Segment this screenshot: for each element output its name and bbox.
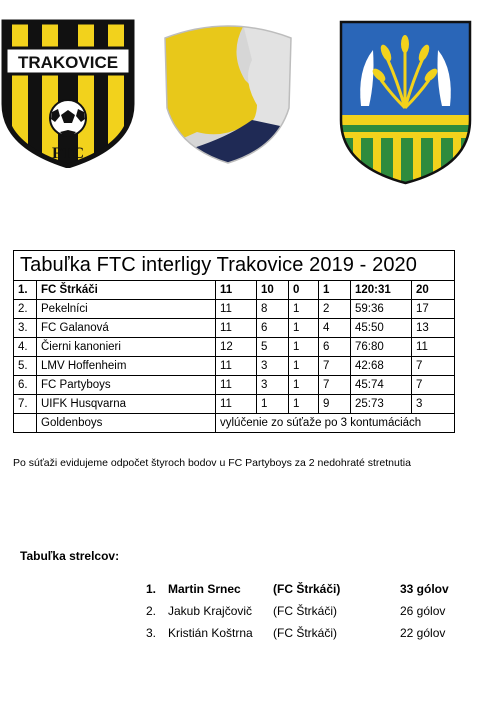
scorer-rank: 1. (146, 582, 157, 596)
league-cell-score: 59:36 (351, 300, 412, 319)
league-cell-wins: 6 (257, 319, 289, 338)
league-table (13, 250, 455, 433)
league-cell-points: 13 (412, 319, 455, 338)
league-cell-played: 11 (216, 395, 257, 414)
league-cell-played: 11 (216, 281, 257, 300)
league-cell-team: Goldenboys (37, 414, 216, 433)
scorer-rank: 2. (146, 604, 157, 618)
league-table-title-row (14, 251, 455, 281)
league-cell-points: 7 (412, 376, 455, 395)
league-cell-points: 11 (412, 338, 455, 357)
league-cell-losses: 7 (319, 357, 351, 376)
league-cell-played: 11 (216, 319, 257, 338)
league-table-row (14, 300, 455, 319)
league-cell-losses: 1 (319, 281, 351, 300)
league-cell-wins: 1 (257, 395, 289, 414)
scorer-row (0, 604, 480, 622)
league-cell-points: 3 (412, 395, 455, 414)
league-cell-score: 45:74 (351, 376, 412, 395)
scorer-goals: 33 gólov (400, 582, 449, 596)
league-cell-wins: 10 (257, 281, 289, 300)
league-cell-pos: 7. (14, 395, 37, 414)
league-cell-played: 11 (216, 357, 257, 376)
league-table-excluded-row (14, 414, 455, 433)
league-cell-score: 25:73 (351, 395, 412, 414)
league-cell-draws: 1 (289, 357, 319, 376)
league-cell-points: 20 (412, 281, 455, 300)
league-cell-losses: 7 (319, 376, 351, 395)
deduction-notice: Po súťaži evidujeme odpočet štyroch bodov u FC Partyboys za 2 nedohraté stretnutia (13, 457, 411, 469)
league-table-row (14, 395, 455, 414)
league-cell-team: FC Galanová (37, 319, 216, 338)
league-cell-draws: 0 (289, 281, 319, 300)
league-cell-points: 17 (412, 300, 455, 319)
scorer-name: Jakub Krajčovič (168, 604, 253, 618)
league-cell-losses: 4 (319, 319, 351, 338)
league-cell-team: FC Partyboys (37, 376, 216, 395)
scorer-rank: 3. (146, 626, 157, 640)
league-cell-wins: 8 (257, 300, 289, 319)
league-cell-points: 7 (412, 357, 455, 376)
league-cell-pos (14, 414, 37, 433)
league-cell-played: 11 (216, 376, 257, 395)
league-cell-score: 42:68 (351, 357, 412, 376)
scorer-goals: 26 gólov (400, 604, 446, 618)
scorers-title: Tabuľka strelcov: (20, 549, 120, 563)
league-cell-pos: 3. (14, 319, 37, 338)
ball-shield-emblem-logo (157, 20, 299, 165)
league-cell-draws: 1 (289, 395, 319, 414)
league-table-row (14, 376, 455, 395)
league-cell-team: FC Štrkáči (37, 281, 216, 300)
league-cell-team: LMV Hoffenheim (37, 357, 216, 376)
league-cell-played: 11 (216, 300, 257, 319)
league-cell-played: 12 (216, 338, 257, 357)
league-cell-draws: 1 (289, 338, 319, 357)
scorer-row (0, 582, 480, 600)
exclusion-note: vylúčenie zo súťaže po 3 kontumáciách (216, 414, 455, 433)
league-cell-pos: 4. (14, 338, 37, 357)
crest-text-bottom: FTC (52, 145, 84, 162)
league-cell-losses: 6 (319, 338, 351, 357)
league-cell-wins: 3 (257, 376, 289, 395)
league-table-row (14, 338, 455, 357)
league-cell-wins: 5 (257, 338, 289, 357)
scorer-club: (FC Štrkáči) (273, 626, 337, 640)
league-table-row (14, 357, 455, 376)
league-cell-team: Pekelníci (37, 300, 216, 319)
league-cell-score: 45:50 (351, 319, 412, 338)
league-table-row (14, 281, 455, 300)
scorer-name: Martin Srnec (168, 582, 241, 596)
league-cell-losses: 9 (319, 395, 351, 414)
league-cell-team: UIFK Husqvarna (37, 395, 216, 414)
league-cell-pos: 5. (14, 357, 37, 376)
league-cell-losses: 2 (319, 300, 351, 319)
league-cell-pos: 1. (14, 281, 37, 300)
league-cell-draws: 1 (289, 319, 319, 338)
scorer-club: (FC Štrkáči) (273, 604, 337, 618)
scorer-name: Kristián Koštrna (168, 626, 253, 640)
scorer-club: (FC Štrkáči) (273, 582, 341, 596)
league-cell-pos: 6. (14, 376, 37, 395)
trakovice-coat-of-arms-logo (339, 20, 472, 185)
league-cell-draws: 1 (289, 376, 319, 395)
league-cell-wins: 3 (257, 357, 289, 376)
scorer-row (0, 626, 480, 644)
league-cell-pos: 2. (14, 300, 37, 319)
league-cell-score: 120:31 (351, 281, 412, 300)
scorer-goals: 22 gólov (400, 626, 446, 640)
league-table-title: Tabuľka FTC interligy Trakovice 2019 - 2020 (14, 251, 455, 281)
league-table-row (14, 319, 455, 338)
ftc-trakovice-crest-logo (0, 18, 136, 168)
league-cell-team: Čierni kanonieri (37, 338, 216, 357)
league-cell-draws: 1 (289, 300, 319, 319)
league-cell-score: 76:80 (351, 338, 412, 357)
crest-text-top: TRAKOVICE (17, 53, 119, 72)
